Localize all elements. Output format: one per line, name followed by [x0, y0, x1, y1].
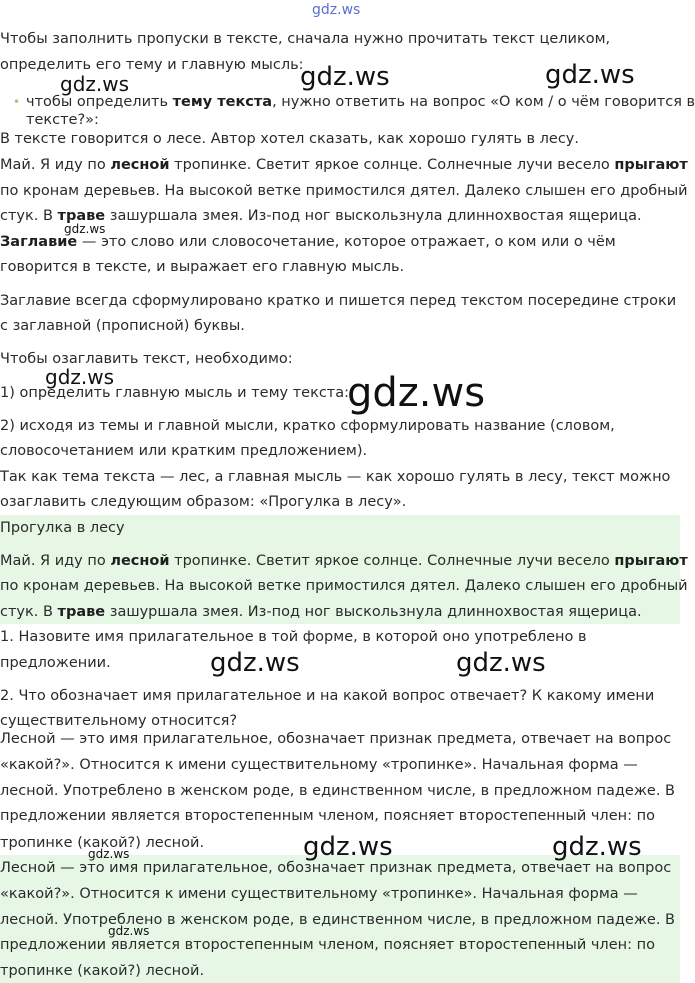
answer-l1-c: тропинке. Светит яркое солнце. Солнечные лучи весело	[169, 553, 615, 569]
title-rule-line-1: Заглавие всегда сформулировано кратко и пишется перед текстом посередине строки	[0, 293, 677, 309]
story-line-1	[0, 155, 688, 175]
watermark: gdz.ws	[210, 648, 300, 678]
watermark: gdz.ws	[300, 62, 390, 92]
title-def-line-2: говорится в тексте, и выражает его главную мысль.	[0, 259, 405, 275]
story-line-2: по кронам деревьев. На высокой ветке примостился дятел. Далеко слышен его дробный	[0, 183, 688, 199]
watermark: gdz.ws	[456, 648, 546, 678]
answer-analysis-line-3: лесной. Употреблено в женском роде, в единственном числе, в предложном падеже. В	[0, 912, 676, 928]
watermark: gdz.ws	[64, 222, 106, 236]
answer-analysis-line-1: Лесной — это имя прилагательное, обозначает признак предмета, отвечает на вопрос	[0, 860, 672, 876]
title-def-rest: — это слово или словосочетание, которое отражает, о ком или о чём	[77, 234, 616, 250]
howto-heading: Чтобы озаглавить текст, необходимо:	[0, 351, 293, 367]
answer-l3-a: стук. В	[0, 604, 58, 620]
watermark: gdz.ws	[347, 370, 486, 416]
analysis-line-3: лесной. Употреблено в женском роде, в единственном числе, в предложном падеже. В	[0, 783, 676, 799]
answer-story-line-2: по кронам деревьев. На высокой ветке примостился дятел. Далеко слышен его дробный	[0, 578, 688, 594]
story-l3-c: зашуршала змея. Из-под ног выскользнула длиннохвостая ящерица.	[105, 208, 642, 224]
answer-title: Прогулка в лесу	[0, 520, 125, 536]
watermark: gdz.ws	[552, 832, 642, 862]
answer-l1-d: прыгают	[614, 553, 688, 569]
story-l1-b: лесной	[110, 157, 170, 173]
answer-analysis-line-4: предложении является второстепенным членом, поясняет второстепенный член: по	[0, 937, 655, 953]
answer-l3-c: зашуршала змея. Из-под ног выскользнула длиннохвостая ящерица.	[105, 604, 642, 620]
bullet-dot-icon: •	[13, 95, 21, 109]
story-l3-a: стук. В	[0, 208, 58, 224]
task-1-line-1: 1. Назовите имя прилагательное в той форме, в которой оно употреблено в	[0, 629, 587, 645]
task-2-line-2-clip	[0, 711, 680, 729]
conclusion-line-1: Так как тема текста — лес, а главная мысль — как хорошо гулять в лесу, текст можно	[0, 469, 671, 485]
task-2-line-2: существительному относится?	[0, 713, 238, 729]
watermark: gdz.ws	[45, 365, 115, 389]
analysis-line-4: предложении является второстепенным членом, поясняет второстепенный член: по	[0, 808, 655, 824]
story-l3-b: траве	[57, 208, 106, 224]
answer-l3-b: траве	[57, 604, 106, 620]
analysis-line-2: «какой?». Относится к имени существительному «тропинке». Начальная форма —	[0, 757, 638, 773]
analysis-line-5: тропинке (какой?) лесной.	[0, 835, 205, 851]
watermark: gdz.ws	[545, 60, 635, 90]
bullet-line-2: тексте?»:	[26, 112, 99, 128]
watermark: gdz.ws	[108, 924, 150, 938]
watermark: gdz.ws	[60, 72, 130, 96]
howto-step-1: 1) определить главную мысль и тему текста:	[0, 385, 350, 401]
top-watermark: gdz.ws	[312, 2, 361, 18]
answer-story-line-1	[0, 551, 688, 571]
bullet-prefix: чтобы определить	[26, 94, 173, 110]
story-l1-c: тропинке. Светит яркое солнце. Солнечные лучи весело	[169, 157, 615, 173]
intro-line-2: определить его тему и главную мысль:	[0, 57, 304, 73]
about-line: В тексте говорится о лесе. Автор хотел сказать, как хорошо гулять в лесу.	[0, 131, 579, 147]
task-2-line-1: 2. Что обозначает имя прилагательное и на какой вопрос отвечает? К какому имени	[0, 688, 655, 704]
howto-step-2-line-2: словосочетанием или кратким предложением).	[0, 443, 368, 459]
answer-analysis-line-2: «какой?». Относится к имени существительному «тропинке». Начальная форма —	[0, 886, 638, 902]
answer-l1-b: лесной	[110, 553, 170, 569]
title-def-bold: Заглавие	[0, 234, 78, 250]
analysis-line-1: Лесной — это имя прилагательное, обозначает признак предмета, отвечает на вопрос	[0, 731, 672, 747]
answer-l1-a: Май. Я иду по	[0, 553, 111, 569]
watermark: gdz.ws	[303, 832, 393, 862]
story-l1-d: прыгают	[614, 157, 688, 173]
bullet-rest: , нужно ответить на вопрос «О ком / о чём говорится в	[272, 94, 695, 110]
task-1-line-2: предложении.	[0, 655, 111, 671]
answer-analysis-line-5: тропинке (какой?) лесной.	[0, 963, 205, 979]
bullet-bold: тему текста	[172, 94, 273, 110]
story-l1-a: Май. Я иду по	[0, 157, 111, 173]
watermark: gdz.ws	[88, 847, 130, 861]
intro-line-1: Чтобы заполнить пропуски в тексте, сначала нужно прочитать текст целиком,	[0, 31, 611, 47]
conclusion-line-2: озаглавить следующим образом: «Прогулка в лесу».	[0, 494, 407, 510]
howto-step-2-line-1: 2) исходя из темы и главной мысли, кратко сформулировать название (словом,	[0, 418, 615, 434]
title-rule-line-2: с заглавной (прописной) буквы.	[0, 318, 245, 334]
answer-story-line-3	[0, 602, 642, 622]
